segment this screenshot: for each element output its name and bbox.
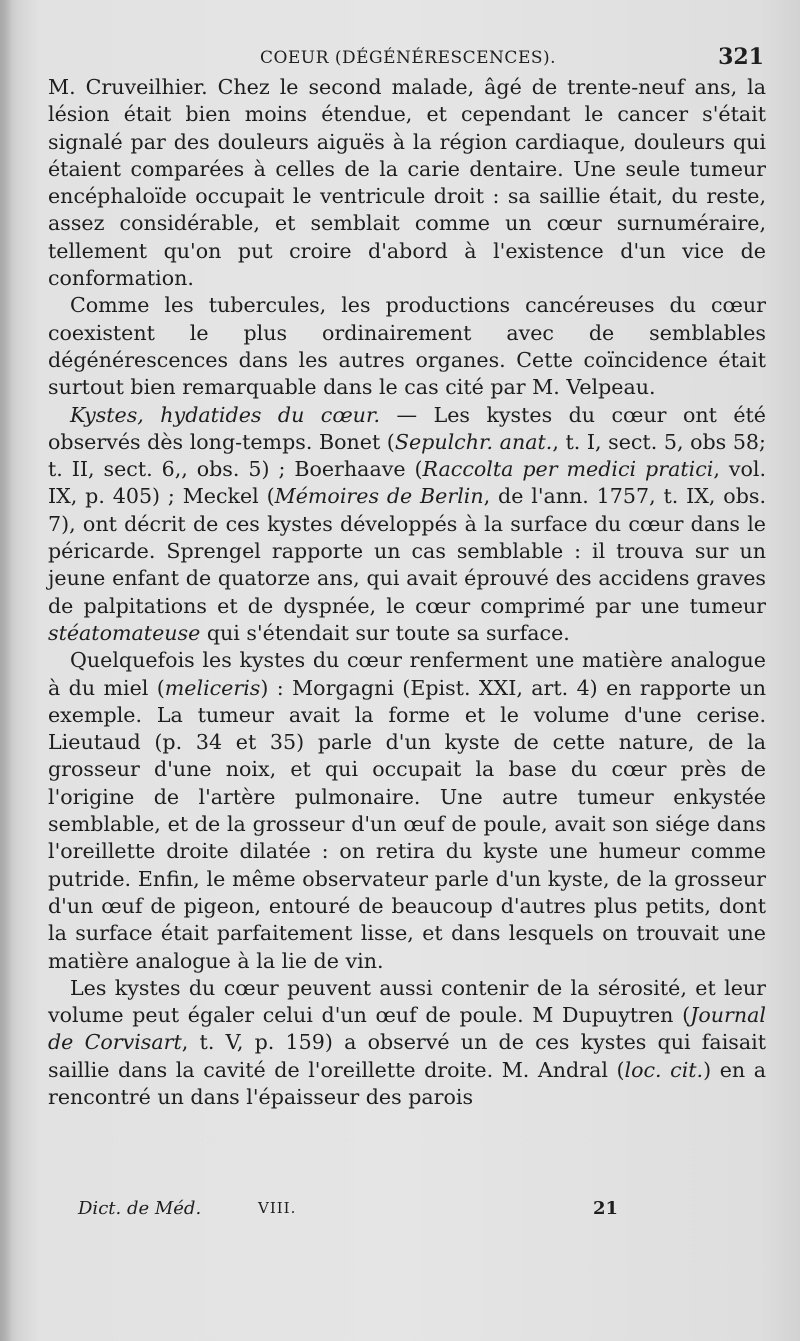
text-run: M. Cruveilhier. Chez le second malade, âgé de trente-neuf ans, la lésion était bien moins étendue, et cependant le cancer s'était signalé par des douleurs aiguës à la région cardiaque, douleurs qui étaient comparées à celles de la carie dentaire. Une seule tumeur encéphaloïde occupait le ventricule droit : sa saillie était, du reste, assez considérable, et semblait comme un cœur surnuméraire, tellement qu'on put croire d'abord à l'existence d'un vice de conformation. [48, 75, 766, 291]
paragraph [48, 975, 766, 1111]
text-run: ) en a rencontré un dans l'épaisseur des parois [48, 1057, 766, 1109]
italic-text: Raccolta per medici pratici [422, 457, 714, 482]
italic-text: Sepulchr. anat. [394, 429, 553, 454]
text-run: Quelquefois les kystes du cœur renferment une matière analogue à du miel ( [48, 648, 766, 700]
italic-text: Mémoires de Berlin [274, 484, 484, 509]
italic-text: Kystes, hydatides du cœur. [70, 402, 381, 427]
running-head-title: COEUR (DÉGÉNÉRESCENCES). [259, 48, 557, 68]
page-footer [78, 1198, 638, 1228]
italic-text: stéatomateuse [48, 620, 201, 645]
text-run: , t. V, p. 159) a observé un de ces kystes qui faisait saillie dans la cavité de l'oreillette droite. M. Andral ( [48, 1030, 767, 1082]
text-run: Les kystes du cœur peuvent aussi contenir de la sérosité, et leur volume peut égaler celui d'un œuf de poule. M Dupuytren ( [48, 975, 766, 1028]
text-run: , de l'ann. 1757, t. IX, obs. 7), ont décrit de ces kystes développés à la surface du cœur dans le péricarde. Sprengel rapporte un cas semblable : il trouva sur un jeune enfant de quatorze ans, qui avait éprouvé des accidens graves de palpitations et de dyspnée, le cœur comprimé par une tumeur [48, 484, 766, 618]
text-run: , vol. IX, p. 405) ; Meckel ( [48, 457, 767, 509]
page-number: 321 [718, 44, 764, 70]
italic-text: meliceris [164, 675, 261, 700]
text-run: , t. I, sect. 5, obs 58; t. II, sect. 6,, obs. 5) ; Boerhaave ( [48, 429, 766, 482]
spine-shadow [0, 0, 12, 1341]
paragraph [48, 74, 766, 292]
footer-signature: Dict. de Méd. [78, 1198, 202, 1219]
body-text [48, 74, 766, 1111]
running-head [48, 44, 768, 74]
text-run: ) : Morgagni (Epist. XXI, art. 4) en rapporte un exemple. La tumeur avait la forme et le volume d'une cerise. Lieutaud (p. 34 et 35) parle d'un kyste de cette nature, de la grosseur d'une noix, et qui occupait la base du cœur près de l'origine de l'artère pulmonaire. Une autre tumeur enkystée semblable, et de la grosseur d'un œuf de poule, avait son siége dans l'oreillette droite dilatée : on retira du kyste une humeur comme putride. Enfin, le même observateur parle d'un kyste, de la grosseur d'un œuf de pigeon, entouré de beaucoup d'autres plus petits, dont la surface était parfaitement lisse, et dans lesquels on trouvait une matière analogue à la lie de vin. [48, 675, 766, 973]
footer-sheet-number: 21 [593, 1198, 619, 1219]
italic-text: loc. cit. [624, 1057, 704, 1082]
text-run: Comme les tubercules, les productions cancéreuses du cœur coexistent le plus ordinairement avec de semblables dégénérescences dans les autres organes. Cette coïncidence était surtout bien remarquable dans le cas cité par M. Velpeau. [48, 293, 766, 400]
paragraph [48, 292, 766, 401]
footer-volume: VIII. [258, 1199, 297, 1217]
text-run: qui s'étendait sur toute sa surface. [200, 620, 570, 645]
paragraph [48, 402, 766, 648]
italic-text: Journal de Corvisart [48, 1003, 766, 1055]
text-run: — Les kystes du cœur ont été observés dès long-temps. Bonet ( [48, 402, 766, 454]
paragraph [48, 647, 766, 975]
